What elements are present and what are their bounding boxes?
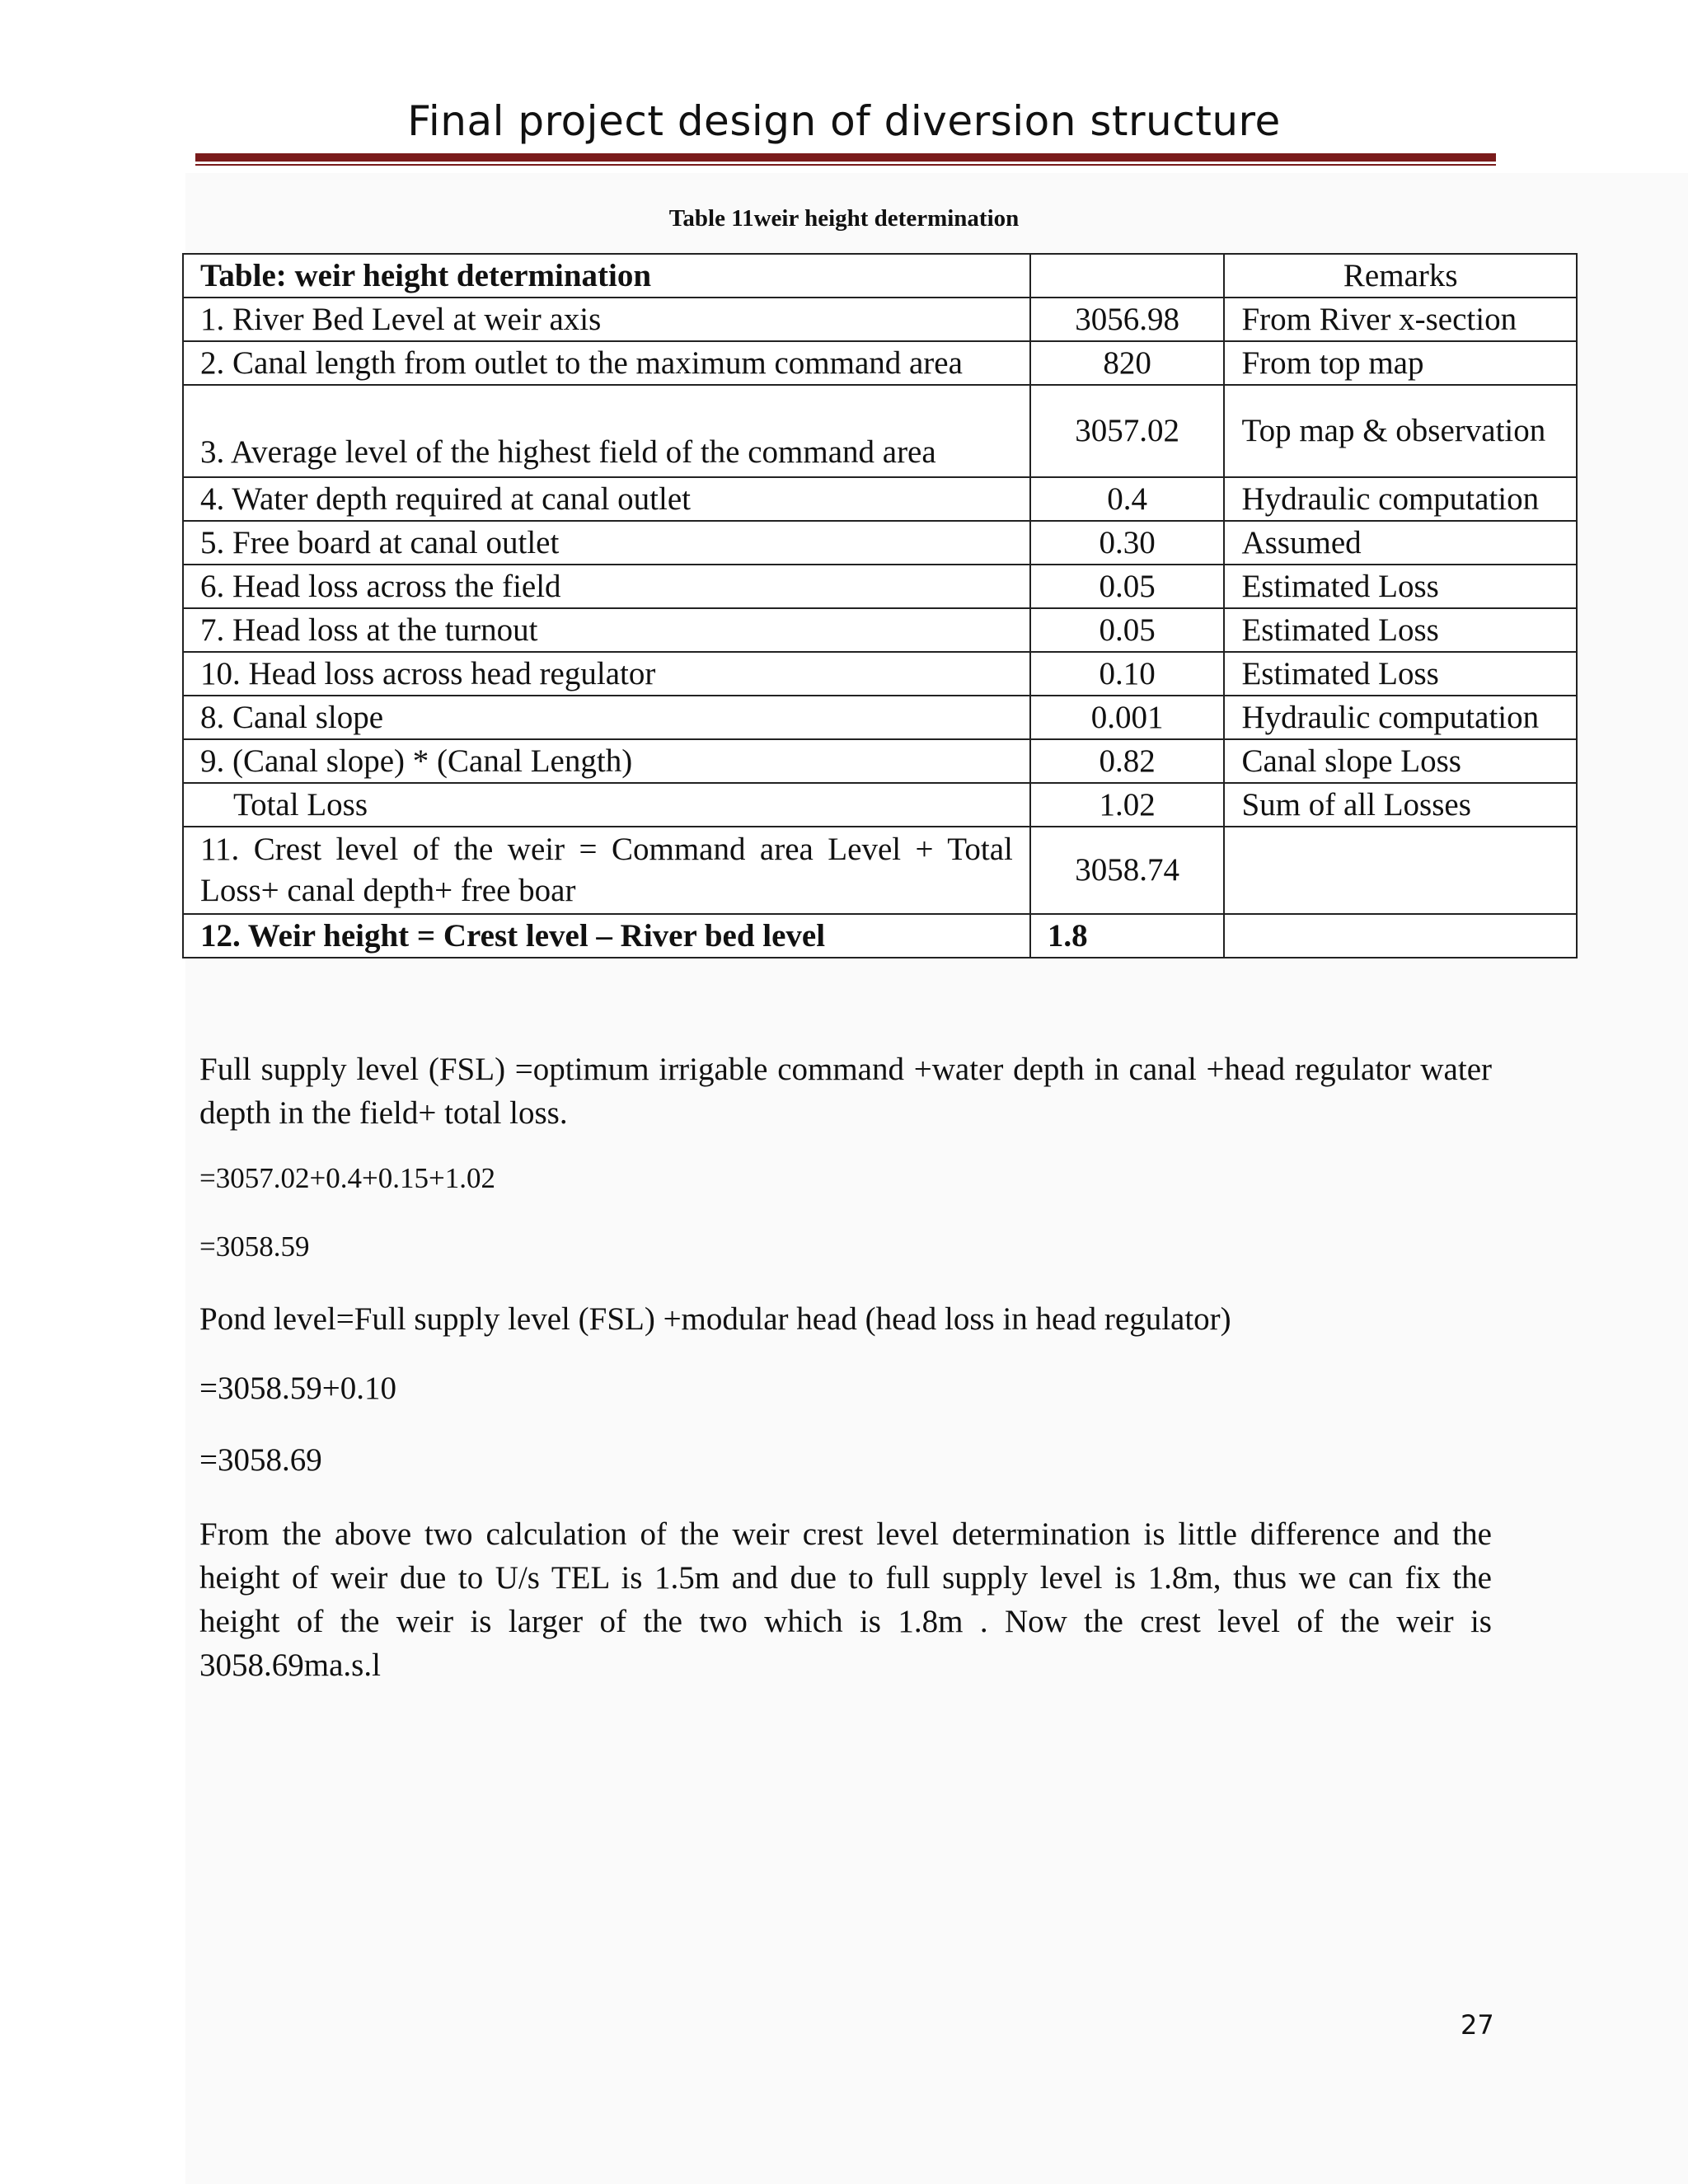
row-label: 11. Crest level of the weir = Command area Level + Total Loss+ canal depth+ free boar [183,827,1030,914]
row-remarks: Canal slope Loss [1224,739,1577,783]
table-row [183,652,1577,696]
table-header-row [183,254,1577,298]
row-value: 0.001 [1030,696,1225,739]
table-row [183,608,1577,652]
row-value: 1.02 [1030,783,1225,827]
header-value-cell [1030,254,1225,298]
row-label: 5. Free board at canal outlet [183,521,1030,565]
equation-line: =3057.02+0.4+0.15+1.02 [199,1162,495,1194]
row-value: 0.4 [1030,477,1225,521]
weir-height-table [182,253,1578,958]
header-rule-thin [195,164,1496,166]
row-remarks: Estimated Loss [1224,652,1577,696]
row-label: 7. Head loss at the turnout [183,608,1030,652]
table-row-weir-height [183,914,1577,958]
table-row [183,341,1577,385]
row-label: 2. Canal length from outlet to the maximum command area [183,341,1030,385]
row-remarks: From River x-section [1224,298,1577,341]
equation-line: =3058.59 [199,1230,310,1263]
row-value: 0.05 [1030,565,1225,608]
row-value: 0.30 [1030,521,1225,565]
row-value: 3056.98 [1030,298,1225,341]
paragraph-fsl: Full supply level (FSL) =optimum irrigable command +water depth in canal +head regulator water depth in the field+ total loss. [199,1052,1492,1131]
row-label: 8. Canal slope [183,696,1030,739]
row-label: Total Loss [183,783,1030,827]
table-caption: Table 11weir height determination [668,205,1020,232]
table-row [183,477,1577,521]
row-remarks: Top map & observation [1224,385,1577,477]
row-value: 0.10 [1030,652,1225,696]
row-remarks [1224,914,1577,958]
table-row-total-loss [183,783,1577,827]
header-label-cell: Table: weir height determination [183,254,1030,298]
row-remarks: Estimated Loss [1224,608,1577,652]
row-label: 10. Head loss across head regulator [183,652,1030,696]
header-remarks-cell: Remarks [1224,254,1577,298]
page-number: 27 [1461,2009,1494,2041]
row-remarks: Hydraulic computation [1224,477,1577,521]
row-remarks: From top map [1224,341,1577,385]
header-rule-thick [195,153,1496,162]
row-remarks: Estimated Loss [1224,565,1577,608]
table-row [183,298,1577,341]
row-label: 1. River Bed Level at weir axis [183,298,1030,341]
paragraph-pond-level: Pond level=Full supply level (FSL) +modular head (head loss in head regulator) [199,1301,1231,1337]
table-row [183,565,1577,608]
table-row [183,521,1577,565]
table-row [183,739,1577,783]
row-value: 0.05 [1030,608,1225,652]
row-label: 3. Average level of the highest field of the command area [183,385,1030,477]
equation-line: =3058.59+0.10 [199,1371,396,1406]
row-value: 3058.74 [1030,827,1225,914]
row-label: 4. Water depth required at canal outlet [183,477,1030,521]
row-value: 0.82 [1030,739,1225,783]
table-row-crest-level [183,827,1577,914]
row-remarks [1224,827,1577,914]
row-label: 6. Head loss across the field [183,565,1030,608]
running-header-title: Final project design of diversion structure [407,97,1281,145]
row-value: 3057.02 [1030,385,1225,477]
equation-line: =3058.69 [199,1442,322,1478]
row-remarks: Hydraulic computation [1224,696,1577,739]
paragraph-conclusion: From the above two calculation of the weir crest level determination is little difference and the height of weir due to U/s TEL is 1.5m and due to full supply level is 1.8m, thus we can fix the height of the weir is larger of the two which is 1.8m . Now the crest level of the weir is 3058.69ma.s.l [199,1516,1492,1683]
row-remarks: Sum of all Losses [1224,783,1577,827]
table-row [183,696,1577,739]
table-row [183,385,1577,477]
row-label: 9. (Canal slope) * (Canal Length) [183,739,1030,783]
row-label: 12. Weir height = Crest level – River bed level [183,914,1030,958]
row-value: 1.8 [1030,914,1225,958]
row-value: 820 [1030,341,1225,385]
row-remarks: Assumed [1224,521,1577,565]
